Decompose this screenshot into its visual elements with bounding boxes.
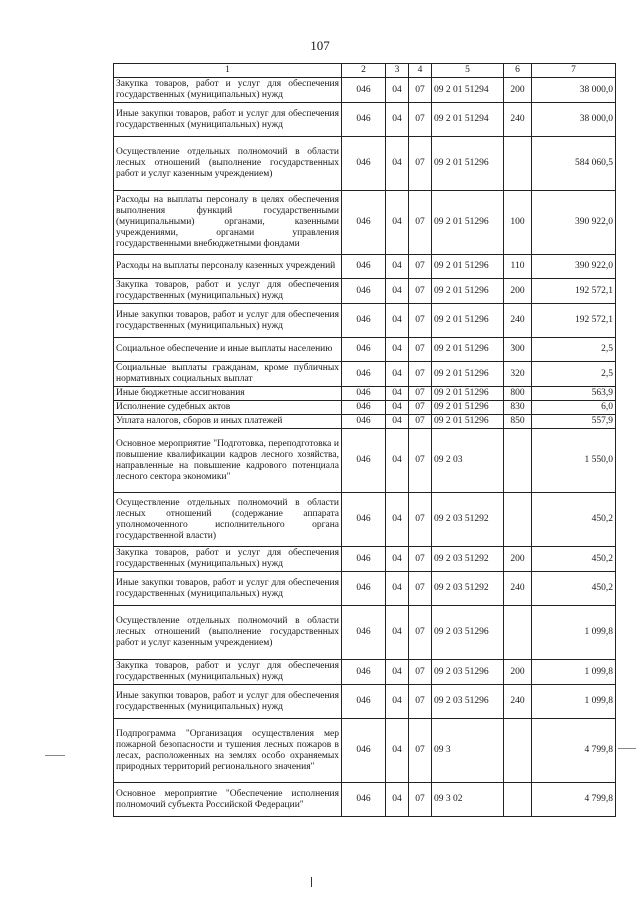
table-row	[114, 401, 616, 415]
header-col-4: 4	[409, 64, 432, 78]
row-expense-type: 200	[504, 547, 532, 572]
row-target-article: 09 2 03 51296	[432, 606, 504, 660]
row-name: Основное мероприятие "Подготовка, переподготовка и повышение квалификации кадров лесного хозяйства, направленные на повышение кадрового потенциала лесного сектора экономики"	[114, 429, 342, 493]
row-section: 04	[386, 103, 409, 137]
row-section: 04	[386, 191, 409, 255]
row-subsection: 07	[409, 387, 432, 401]
row-target-article: 09 2 03 51296	[432, 660, 504, 685]
row-amount: 1 099,8	[532, 660, 616, 685]
row-code-admin: 046	[342, 572, 386, 606]
row-section: 04	[386, 415, 409, 429]
row-amount: 450,2	[532, 493, 616, 547]
row-code-admin: 046	[342, 137, 386, 191]
row-amount: 584 060,5	[532, 137, 616, 191]
row-amount: 192 572,1	[532, 279, 616, 304]
row-expense-type: 200	[504, 78, 532, 103]
header-col-7: 7	[532, 64, 616, 78]
row-expense-type	[504, 606, 532, 660]
row-expense-type: 110	[504, 255, 532, 279]
row-subsection: 07	[409, 362, 432, 387]
row-target-article: 09 2 01 51296	[432, 279, 504, 304]
row-expense-type: 300	[504, 338, 532, 362]
row-name: Социальное обеспечение и иные выплаты населению	[114, 338, 342, 362]
row-subsection: 07	[409, 493, 432, 547]
row-name: Иные закупки товаров, работ и услуг для обеспечения государственных (муниципальных) нужд	[114, 685, 342, 719]
row-target-article: 09 2 01 51296	[432, 387, 504, 401]
row-target-article: 09 2 03 51292	[432, 572, 504, 606]
row-code-admin: 046	[342, 493, 386, 547]
margin-mark-left	[45, 755, 65, 756]
row-code-admin: 046	[342, 78, 386, 103]
budget-table	[113, 63, 616, 817]
row-code-admin: 046	[342, 719, 386, 783]
row-expense-type: 320	[504, 362, 532, 387]
row-code-admin: 046	[342, 255, 386, 279]
table-row	[114, 606, 616, 660]
row-target-article: 09 2 03 51292	[432, 547, 504, 572]
row-subsection: 07	[409, 606, 432, 660]
row-target-article: 09 2 01 51296	[432, 255, 504, 279]
row-target-article: 09 2 01 51296	[432, 137, 504, 191]
row-target-article: 09 2 01 51294	[432, 78, 504, 103]
table-row	[114, 78, 616, 103]
row-amount: 557,9	[532, 415, 616, 429]
row-expense-type: 240	[504, 103, 532, 137]
row-subsection: 07	[409, 783, 432, 817]
row-expense-type	[504, 493, 532, 547]
row-section: 04	[386, 660, 409, 685]
row-target-article: 09 3	[432, 719, 504, 783]
row-subsection: 07	[409, 685, 432, 719]
row-name: Закупка товаров, работ и услуг для обеспечения государственных (муниципальных) нужд	[114, 78, 342, 103]
header-col-3: 3	[386, 64, 409, 78]
row-expense-type: 100	[504, 191, 532, 255]
header-col-1: 1	[114, 64, 342, 78]
table-row	[114, 572, 616, 606]
row-code-admin: 046	[342, 415, 386, 429]
header-col-5: 5	[432, 64, 504, 78]
page-number: 107	[310, 38, 330, 53]
row-subsection: 07	[409, 547, 432, 572]
row-expense-type	[504, 429, 532, 493]
row-target-article: 09 2 03 51292	[432, 493, 504, 547]
row-amount: 563,9	[532, 387, 616, 401]
row-subsection: 07	[409, 279, 432, 304]
row-code-admin: 046	[342, 783, 386, 817]
table-row	[114, 415, 616, 429]
header-col-6: 6	[504, 64, 532, 78]
row-subsection: 07	[409, 304, 432, 338]
table-row	[114, 493, 616, 547]
row-section: 04	[386, 783, 409, 817]
row-amount: 2,5	[532, 338, 616, 362]
row-subsection: 07	[409, 191, 432, 255]
table-row	[114, 429, 616, 493]
row-expense-type: 850	[504, 415, 532, 429]
row-name: Иные закупки товаров, работ и услуг для обеспечения государственных (муниципальных) нужд	[114, 304, 342, 338]
table-row	[114, 338, 616, 362]
row-amount: 4 799,8	[532, 719, 616, 783]
row-expense-type	[504, 137, 532, 191]
margin-mark-right	[618, 748, 636, 749]
table-row	[114, 279, 616, 304]
row-name: Расходы на выплаты персоналу в целях обеспечения выполнения функций государственными (муниципальными) органами, казенными учреждениями, органами управления государственными внебюджетными фондами	[114, 191, 342, 255]
row-amount: 192 572,1	[532, 304, 616, 338]
table-row	[114, 103, 616, 137]
row-target-article: 09 3 02	[432, 783, 504, 817]
row-name: Исполнение судебных актов	[114, 401, 342, 415]
row-section: 04	[386, 606, 409, 660]
table-body	[114, 78, 616, 817]
row-code-admin: 046	[342, 660, 386, 685]
row-subsection: 07	[409, 719, 432, 783]
row-subsection: 07	[409, 572, 432, 606]
row-target-article: 09 2 01 51294	[432, 103, 504, 137]
row-expense-type: 800	[504, 387, 532, 401]
table-row	[114, 547, 616, 572]
table-row	[114, 719, 616, 783]
table-row	[114, 685, 616, 719]
row-name: Основное мероприятие "Обеспечение исполнения полномочий субъекта Российской Федерации"	[114, 783, 342, 817]
row-expense-type: 240	[504, 304, 532, 338]
table-row	[114, 304, 616, 338]
row-section: 04	[386, 719, 409, 783]
row-section: 04	[386, 78, 409, 103]
row-section: 04	[386, 547, 409, 572]
row-section: 04	[386, 137, 409, 191]
row-name: Закупка товаров, работ и услуг для обеспечения государственных (муниципальных) нужд	[114, 660, 342, 685]
row-amount: 390 922,0	[532, 191, 616, 255]
row-section: 04	[386, 401, 409, 415]
row-target-article: 09 2 01 51296	[432, 304, 504, 338]
row-expense-type: 830	[504, 401, 532, 415]
table-row	[114, 255, 616, 279]
row-code-admin: 046	[342, 547, 386, 572]
table-row	[114, 362, 616, 387]
header-row	[114, 64, 616, 78]
row-target-article: 09 2 01 51296	[432, 338, 504, 362]
row-expense-type: 240	[504, 685, 532, 719]
row-amount: 38 000,0	[532, 78, 616, 103]
row-target-article: 09 2 01 51296	[432, 401, 504, 415]
row-expense-type: 200	[504, 279, 532, 304]
row-code-admin: 046	[342, 338, 386, 362]
row-name: Осуществление отдельных полномочий в области лесных отношений (выполнение государственных работ и услуг казенным учреждением)	[114, 606, 342, 660]
row-section: 04	[386, 387, 409, 401]
row-section: 04	[386, 338, 409, 362]
row-amount: 2,5	[532, 362, 616, 387]
row-name: Закупка товаров, работ и услуг для обеспечения государственных (муниципальных) нужд	[114, 547, 342, 572]
row-name: Расходы на выплаты персоналу казенных учреждений	[114, 255, 342, 279]
row-target-article: 09 2 03	[432, 429, 504, 493]
row-code-admin: 046	[342, 191, 386, 255]
row-section: 04	[386, 429, 409, 493]
row-name: Осуществление отдельных полномочий в области лесных отношений (содержание аппарата уполномоченного исполнительного органа государственной власти)	[114, 493, 342, 547]
row-code-admin: 046	[342, 606, 386, 660]
row-name: Иные закупки товаров, работ и услуг для обеспечения государственных (муниципальных) нужд	[114, 572, 342, 606]
row-subsection: 07	[409, 137, 432, 191]
row-amount: 450,2	[532, 547, 616, 572]
row-section: 04	[386, 572, 409, 606]
table-row	[114, 191, 616, 255]
table-row	[114, 137, 616, 191]
row-section: 04	[386, 304, 409, 338]
row-amount: 1 099,8	[532, 606, 616, 660]
row-name: Социальные выплаты гражданам, кроме публичных нормативных социальных выплат	[114, 362, 342, 387]
row-name: Закупка товаров, работ и услуг для обеспечения государственных (муниципальных) нужд	[114, 279, 342, 304]
row-amount: 390 922,0	[532, 255, 616, 279]
row-code-admin: 046	[342, 401, 386, 415]
row-expense-type: 240	[504, 572, 532, 606]
row-amount: 1 099,8	[532, 685, 616, 719]
row-subsection: 07	[409, 338, 432, 362]
row-target-article: 09 2 01 51296	[432, 191, 504, 255]
row-name: Уплата налогов, сборов и иных платежей	[114, 415, 342, 429]
row-amount: 38 000,0	[532, 103, 616, 137]
row-amount: 4 799,8	[532, 783, 616, 817]
row-amount: 450,2	[532, 572, 616, 606]
header-col-2: 2	[342, 64, 386, 78]
row-section: 04	[386, 362, 409, 387]
row-name: Подпрограмма "Организация осуществления мер пожарной безопасности и тушения лесных пожаров в лесах, расположенных на землях особо охраняемых природных территорий регионального значения"	[114, 719, 342, 783]
row-subsection: 07	[409, 255, 432, 279]
row-section: 04	[386, 685, 409, 719]
row-name: Иные бюджетные ассигнования	[114, 387, 342, 401]
table-row	[114, 660, 616, 685]
row-code-admin: 046	[342, 103, 386, 137]
bottom-mark	[311, 877, 312, 887]
row-code-admin: 046	[342, 362, 386, 387]
row-subsection: 07	[409, 415, 432, 429]
row-name: Осуществление отдельных полномочий в области лесных отношений (выполнение государственных работ и услуг казенным учреждением)	[114, 137, 342, 191]
row-section: 04	[386, 493, 409, 547]
table-row	[114, 387, 616, 401]
row-expense-type: 200	[504, 660, 532, 685]
row-code-admin: 046	[342, 429, 386, 493]
row-amount: 1 550,0	[532, 429, 616, 493]
row-target-article: 09 2 03 51296	[432, 685, 504, 719]
row-name: Иные закупки товаров, работ и услуг для обеспечения государственных (муниципальных) нужд	[114, 103, 342, 137]
row-subsection: 07	[409, 401, 432, 415]
table-row	[114, 783, 616, 817]
row-code-admin: 046	[342, 685, 386, 719]
row-expense-type	[504, 719, 532, 783]
row-subsection: 07	[409, 429, 432, 493]
row-code-admin: 046	[342, 279, 386, 304]
row-subsection: 07	[409, 103, 432, 137]
row-target-article: 09 2 01 51296	[432, 362, 504, 387]
row-subsection: 07	[409, 78, 432, 103]
row-subsection: 07	[409, 660, 432, 685]
row-section: 04	[386, 255, 409, 279]
row-code-admin: 046	[342, 387, 386, 401]
row-expense-type	[504, 783, 532, 817]
row-section: 04	[386, 279, 409, 304]
row-target-article: 09 2 01 51296	[432, 415, 504, 429]
row-code-admin: 046	[342, 304, 386, 338]
row-amount: 6,0	[532, 401, 616, 415]
